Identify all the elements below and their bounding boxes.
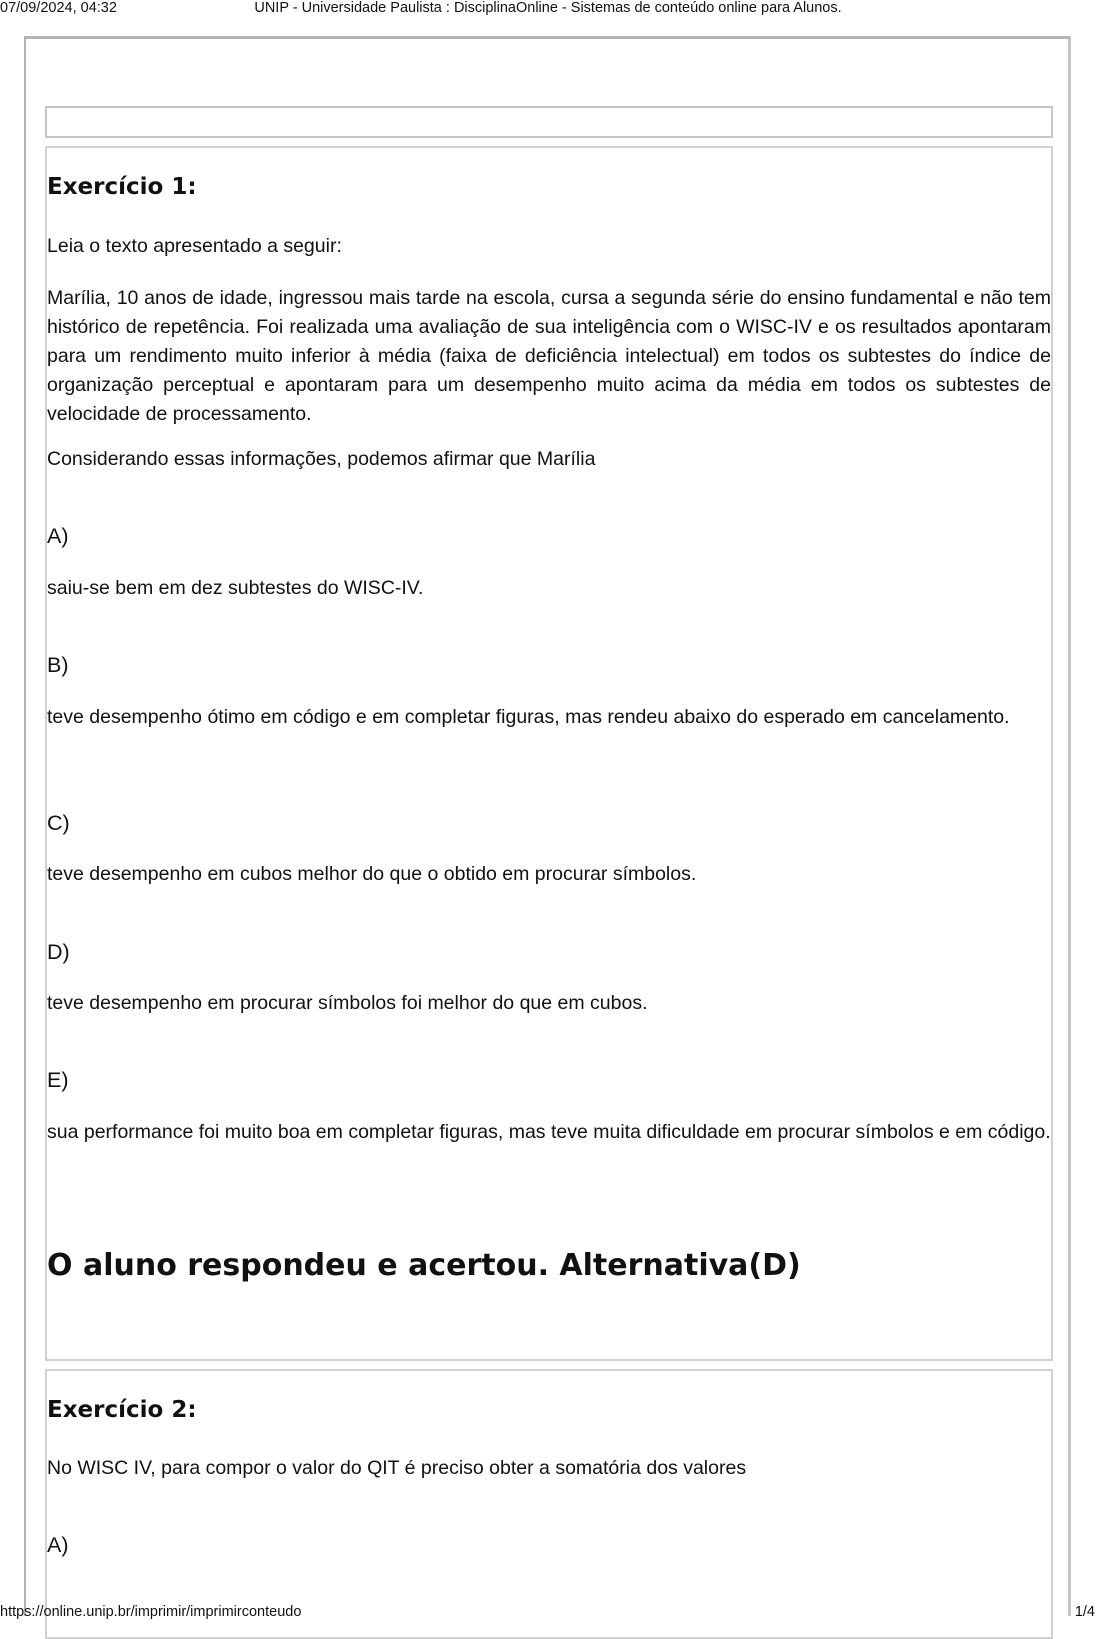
option-a-letter: A): [47, 524, 69, 548]
exercise-intro: Leia o texto apresentado a seguir:: [47, 235, 342, 257]
option-b-text: teve desempenho ótimo em código e em completar figuras, mas rendeu abaixo do esperado em cancelamento.: [47, 706, 1010, 728]
print-url: https://online.unip.br/imprimir/imprimirconteudo: [0, 1604, 302, 1620]
print-datetime: 07/09/2024, 04:32: [0, 0, 117, 16]
print-footer: [0, 1604, 1096, 1624]
option-e-letter: E): [47, 1068, 69, 1092]
option-a-text: saiu-se bem em dez subtestes do WISC-IV.: [47, 577, 424, 599]
option-d-letter: D): [47, 940, 70, 964]
page-number: 1/4: [1074, 1604, 1095, 1620]
exercise-title: Exercício 2:: [47, 1397, 197, 1423]
option-b-letter: B): [47, 653, 69, 677]
exercise-body-text: Marília, 10 anos de idade, ingressou mais tarde na escola, cursa a segunda série do ensino fundamental e não tem histórico de repetência. Foi realizada uma avaliação de sua inteligência com o WISC-IV e os resultados apontaram para um rendimento muito inferior à média (faixa de deficiência intelectual) em todos os subtestes do índice de organização perceptual e apontaram para um desempenho muito acima da média em todos os subtestes de velocidade de processamento.: [47, 287, 1051, 425]
print-page-title: UNIP - Universidade Paulista : DisciplinaOnline - Sistemas de conteúdo online para Alunos.: [254, 0, 842, 16]
option-c-text: teve desempenho em cubos melhor do que o obtido em procurar símbolos.: [47, 863, 697, 885]
option-d-text: teve desempenho em procurar símbolos foi melhor do que em cubos.: [47, 992, 648, 1014]
empty-panel: [45, 106, 1053, 138]
option-c-letter: C): [47, 811, 70, 835]
exercise-question: No WISC IV, para compor o valor do QIT é preciso obter a somatória dos valores: [47, 1457, 747, 1479]
exercise-title: Exercício 1:: [47, 174, 197, 200]
print-header: [0, 0, 1096, 20]
exercise-question: Considerando essas informações, podemos afirmar que Marília: [47, 448, 596, 470]
option-e-text: sua performance foi muito boa em completar figuras, mas teve muita dificuldade em procurar símbolos e em código.: [47, 1121, 1051, 1143]
answer-result: O aluno respondeu e acertou. Alternativa(D): [47, 1248, 801, 1283]
exercise-2-card: [45, 1369, 1053, 1639]
exercise-1-card: [45, 146, 1053, 1361]
option-a-letter: A): [47, 1533, 69, 1557]
